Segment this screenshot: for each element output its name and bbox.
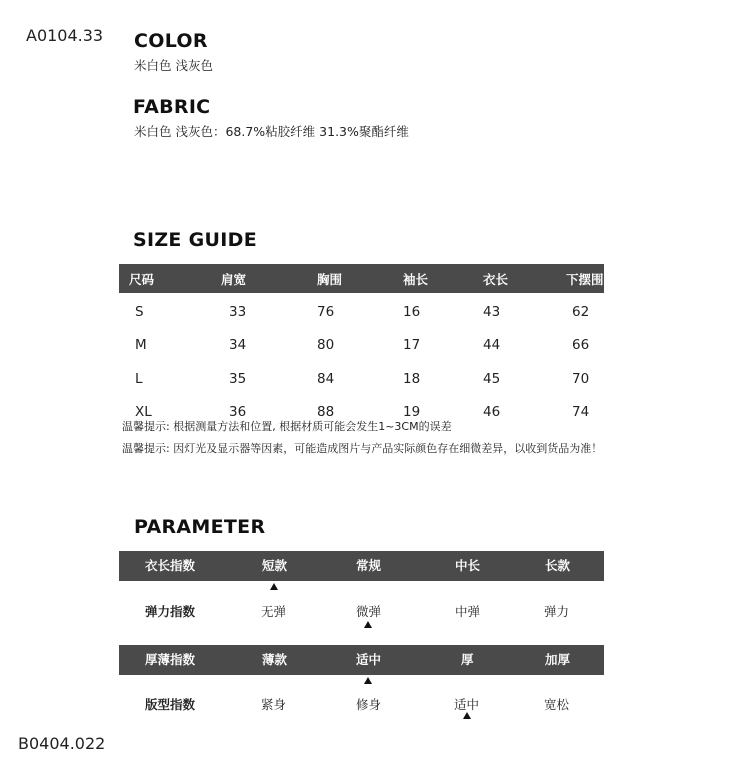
param-option: 中弹 (455, 604, 481, 619)
size-cell: 33 (229, 303, 247, 320)
param-option: 短款 (262, 558, 288, 573)
product-code-bottom: B0404.022 (18, 734, 106, 753)
size-cell: 70 (572, 370, 590, 387)
parameter-heading: PARAMETER (134, 516, 266, 538)
param-label: 弹力指数 (145, 604, 196, 619)
size-cell: 74 (572, 404, 590, 421)
size-col-header: 胸围 (317, 264, 403, 293)
size-cell: 76 (317, 303, 335, 320)
param-option: 弹力 (544, 604, 570, 619)
size-col-header: 衣长 (483, 264, 560, 293)
size-cell: 35 (229, 370, 247, 387)
param-option: 加厚 (545, 652, 571, 667)
size-cell: L (135, 370, 143, 387)
param-option: 厚 (461, 652, 474, 667)
table-row (119, 360, 604, 394)
param-option: 修身 (356, 697, 382, 712)
table-row (119, 293, 604, 327)
size-cell: 45 (483, 370, 501, 387)
size-cell: 46 (483, 404, 501, 421)
selected-marker-icon (364, 677, 372, 684)
color-values: 米白色 浅灰色 (134, 58, 213, 73)
param-label: 版型指数 (145, 697, 196, 712)
size-note-2: 温馨提示: 因灯光及显示器等因素，可能造成图片与产品实际颜色存在细微差异，以收到货品为准！ (122, 442, 603, 455)
fabric-values: 米白色 浅灰色：68.7%粘胶纤维 31.3%聚酯纤维 (134, 124, 409, 139)
size-cell: 84 (317, 370, 335, 387)
size-cell: 80 (317, 337, 335, 354)
table-row (119, 327, 604, 361)
size-col-header: 下摆围 (560, 264, 604, 293)
param-label: 衣长指数 (145, 558, 196, 573)
size-table (119, 264, 604, 427)
size-cell: 17 (403, 337, 421, 354)
size-cell: 62 (572, 303, 590, 320)
param-option: 薄款 (262, 652, 288, 667)
size-cell: 44 (483, 337, 501, 354)
param-option: 适中 (356, 652, 382, 667)
param-row-length (119, 551, 604, 581)
size-cell: S (135, 303, 144, 320)
size-col-header: 袖长 (403, 264, 483, 293)
param-option: 常规 (356, 558, 382, 573)
param-row-thickness (119, 645, 604, 675)
size-cell: 43 (483, 303, 501, 320)
selected-marker-icon (463, 712, 471, 719)
size-table-header-row (119, 264, 604, 293)
param-option: 中长 (455, 558, 481, 573)
size-cell: 36 (229, 404, 247, 421)
size-cell: 88 (317, 404, 335, 421)
size-col-header: 肩宽 (221, 264, 317, 293)
param-row-stretch (119, 597, 604, 627)
size-cell: 16 (403, 303, 421, 320)
size-guide-heading: SIZE GUIDE (133, 229, 257, 251)
product-code-top: A0104.33 (26, 26, 104, 45)
param-option: 宽松 (544, 697, 570, 712)
size-cell: 66 (572, 337, 590, 354)
param-option: 长款 (545, 558, 571, 573)
size-cell: XL (135, 404, 152, 421)
param-label: 厚薄指数 (145, 652, 196, 667)
param-row-fit (119, 690, 604, 720)
selected-marker-icon (270, 583, 278, 590)
color-heading: COLOR (134, 30, 208, 52)
size-cell: 19 (403, 404, 421, 421)
param-option: 紧身 (261, 697, 287, 712)
param-option: 适中 (454, 697, 480, 712)
size-cell: M (135, 337, 147, 354)
param-option: 无弹 (261, 604, 287, 619)
size-cell: 34 (229, 337, 247, 354)
fabric-heading: FABRIC (133, 96, 211, 118)
size-cell: 18 (403, 370, 421, 387)
size-col-header: 尺码 (119, 264, 221, 293)
size-note-1: 温馨提示: 根据测量方法和位置, 根据材质可能会发生1~3CM的误差 (122, 420, 452, 433)
selected-marker-icon (364, 621, 372, 628)
param-option: 微弹 (356, 604, 382, 619)
